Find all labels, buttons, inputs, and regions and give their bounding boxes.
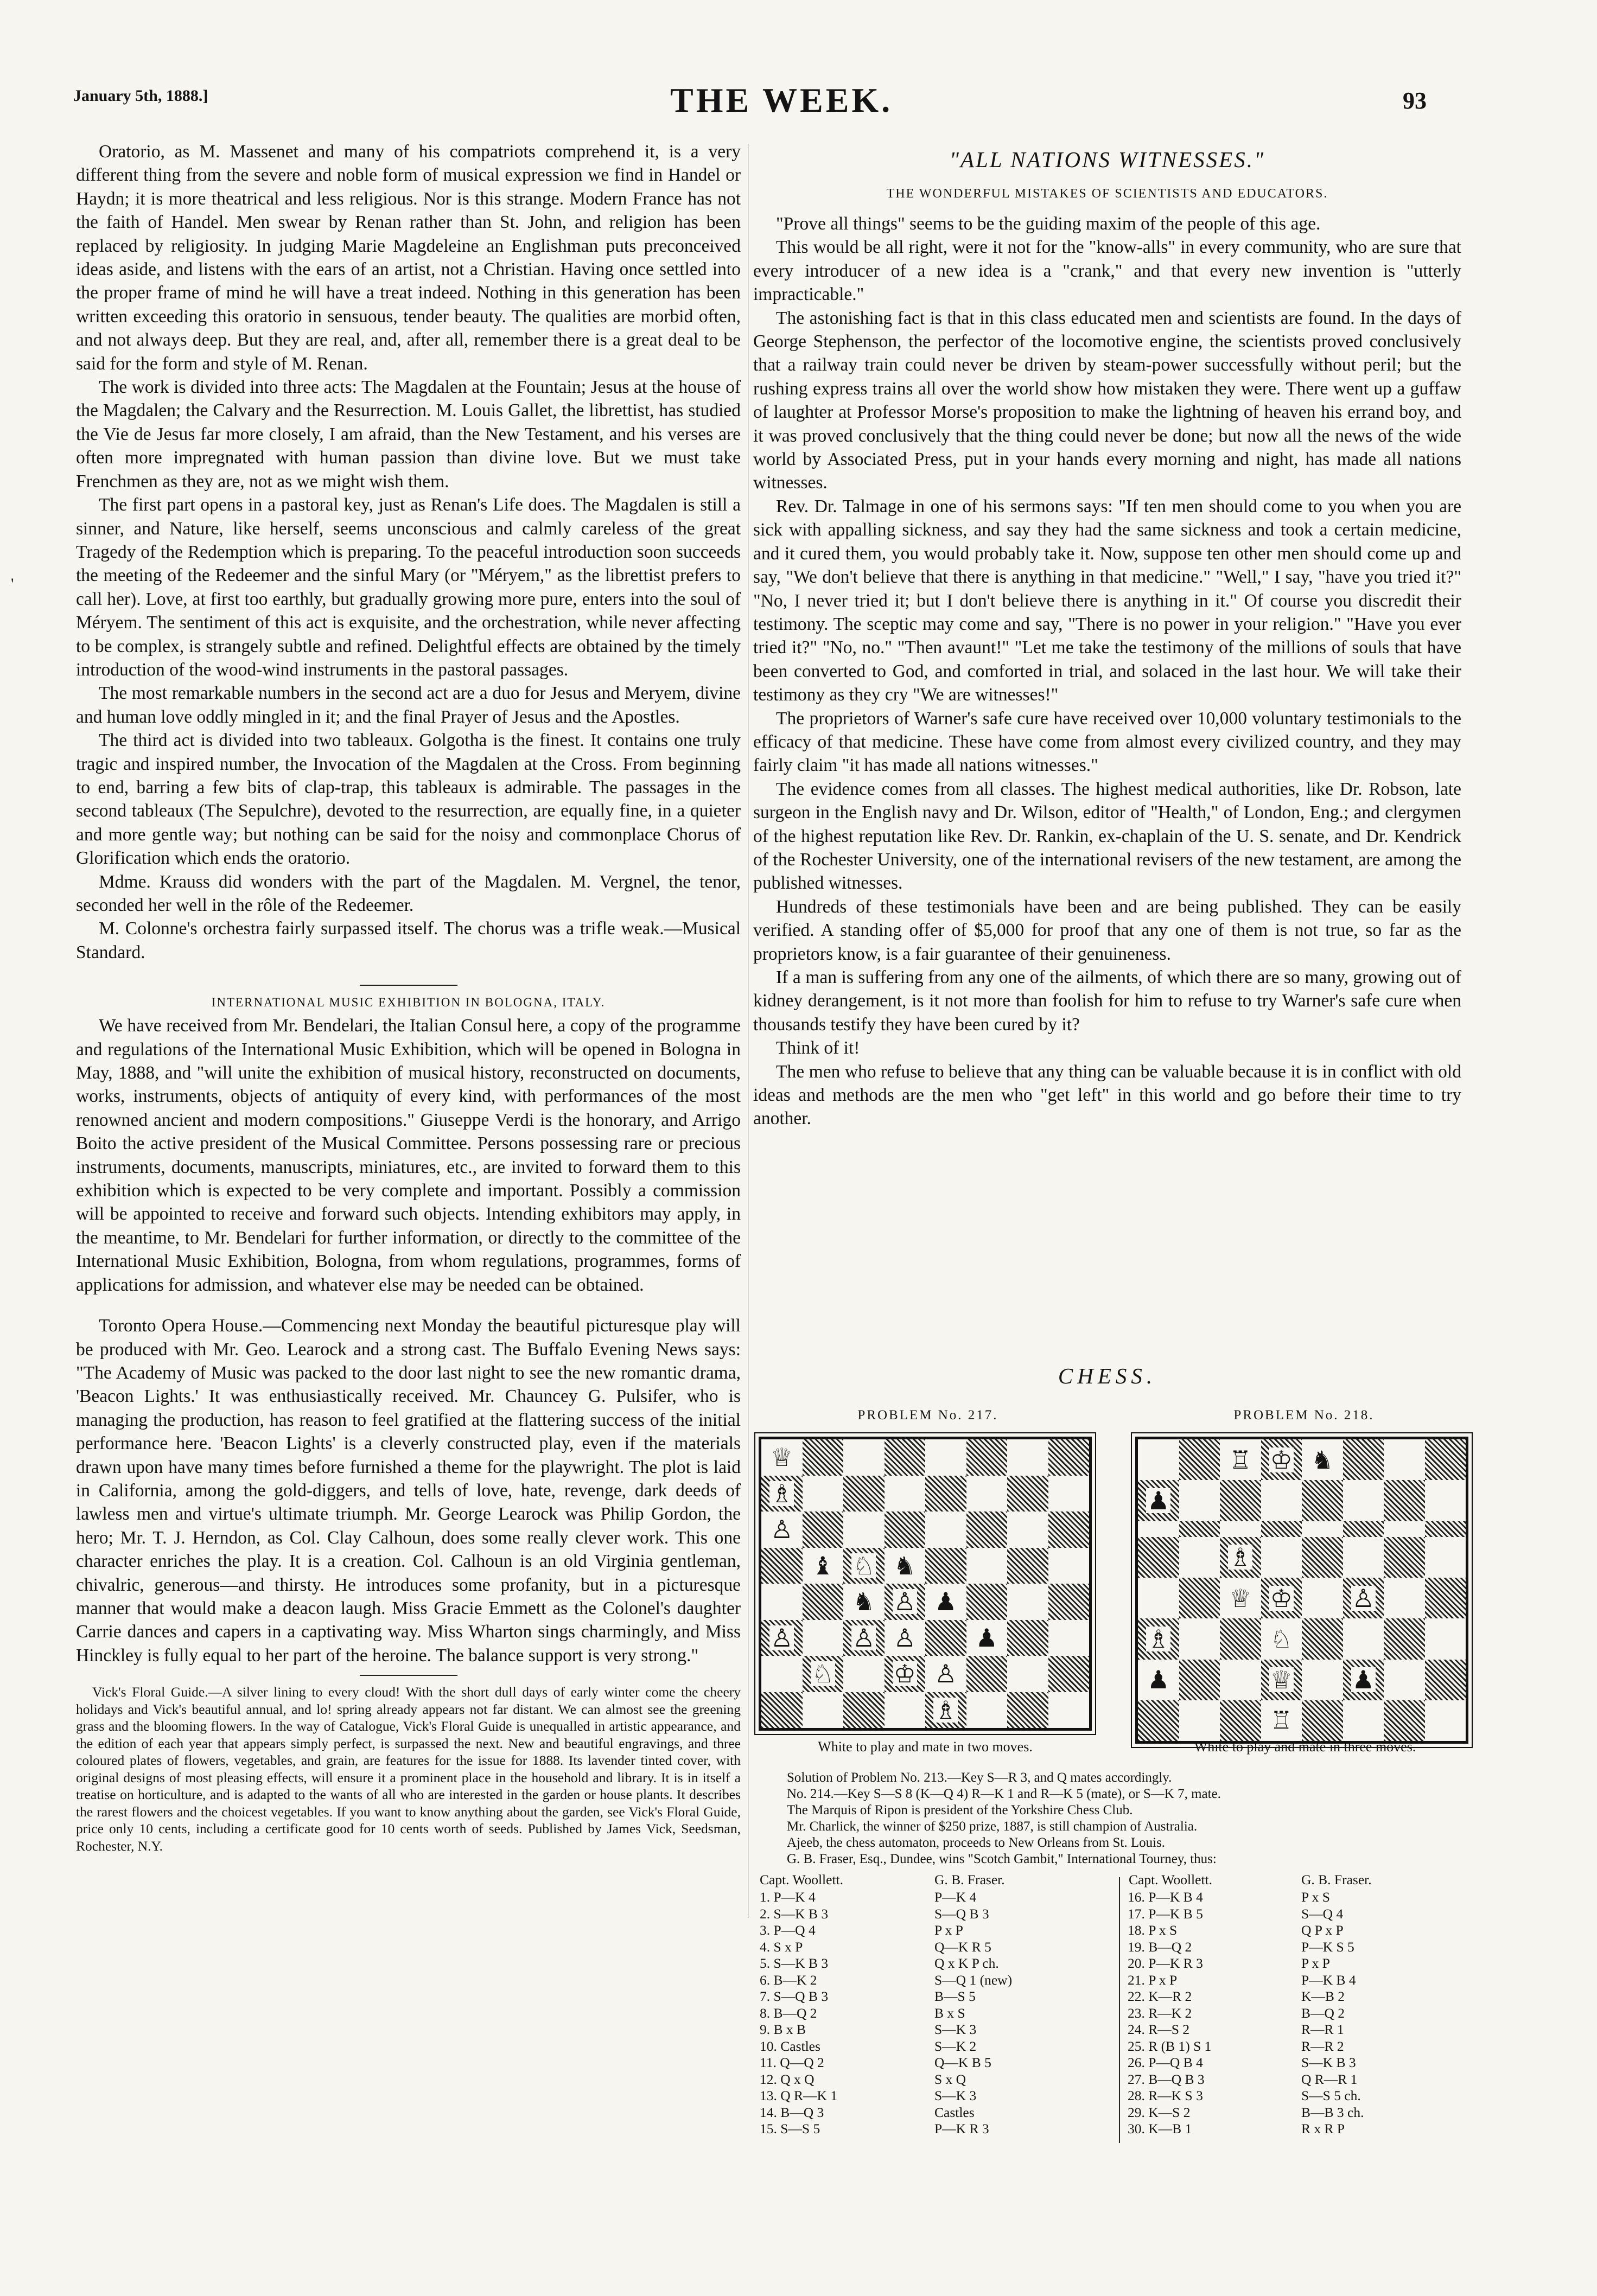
- board-square: [1220, 1439, 1261, 1480]
- vicks-floral-guide-notice: Vick's Floral Guide.—A silver lining to every cloud! With the short dull days of early winter come the cheery holidays and Vick's beautiful annual, and lo! spring already appears not far distant. We can almost see the greening grass and the blooming flowers. In the way of Catalogue, Vick's Floral Guide is unequalled in artistic appearance, and the edition of each year that appears simply perfect, is surpassed the next. New and beautiful engravings, and three coloured plates of flowers, vegetables, and grain, are features for the issue for 1888. Its lavender tinted cover, with original designs of most pleasing effects, will ensure it a prominent place in the household and library. It is in itself a treatise on horticulture, and is adapted to the wants of all who are interested in the garden or house plants. It describes the rarest flowers and the choicest vegetables. If you want to know anything about the garden, see Vick's Floral Guide, price only 10 cents, including a certificate good for 10 cents worth of seeds. Published by James Vick, Seedsman, Rochester, N.Y.: [76, 1684, 741, 1854]
- article-paragraph: Mdme. Krauss did wonders with the part of the Magdalen. M. Vergnel, the tenor, seconded her well in the rôle of the Redeemer.: [76, 871, 741, 915]
- board-square: [1302, 1578, 1343, 1618]
- chess-piece-icon: ♟: [934, 1587, 957, 1617]
- move-white: 2. S—K B 3: [760, 1905, 829, 1922]
- move-black: P—K 4: [934, 1889, 977, 1905]
- board-square: [1384, 1480, 1425, 1521]
- board-square: [1138, 1521, 1179, 1537]
- move-black: B—S 5: [934, 1988, 976, 2004]
- board-square: [1048, 1656, 1090, 1692]
- article-paragraph: The first part opens in a pastoral key, just as Renan's Life does. The Magdalen is still a sinner, and Nature, like herself, seems unconscious and calmly careless of the great Tragedy of the Redemption which is preparing. To the peaceful introduction soon succeeds the meeting of the Redeemer and the sinful Mary (or "Méryem," as the librettist prefers to call her). Love, at first too earthly, but gradually growing more pure, enters into the soul of Méryem. The sentiment of this act is exquisite, and the orchestration, while never affecting to be complex, is strangely subtle and refined. Delightful effects are obtained by the timely introduction of the wood-wind instruments in the pastoral passages.: [76, 495, 741, 680]
- board-square: [925, 1439, 966, 1476]
- advert-body: [753, 212, 1461, 1131]
- board-square: [1007, 1692, 1048, 1729]
- advert-paragraph: The astonishing fact is that in this class educated men and scientists are found. In the days of George Stephenson, the perfector of the locomotive engine, the scientists proved conclusively that a railway train could never be driven by steam-power successfully without peril; but the rushing express trains all over the world show how mistaken they were. There went up a guffaw of laughter at Professor Morse's proposition to make the lightning of heaven his errand boy, and it was proved conclusively that the thing could never be done; but now all the news of the wide world by Associated Press, put in your hands every morning and night, has made all nations witnesses.: [753, 308, 1461, 493]
- problem-217-caption: White to play and mate in two moves.: [818, 1739, 1033, 1755]
- move-white: 11. Q—Q 2: [760, 2055, 824, 2070]
- board-square: [925, 1511, 966, 1548]
- board-square: [761, 1620, 803, 1656]
- board-square: [761, 1692, 803, 1729]
- chess-piece-icon: ♞: [852, 1587, 875, 1617]
- chess-piece-icon: ♗: [1229, 1542, 1252, 1572]
- board-square: [843, 1476, 885, 1512]
- move-white: 13. Q R—K 1: [760, 2088, 838, 2103]
- board-square: [1343, 1439, 1384, 1480]
- board-square: [1425, 1537, 1466, 1578]
- article-paragraph: M. Colonne's orchestra fairly surpassed itself. The chorus was a trifle weak.—Musical Standard.: [76, 919, 741, 962]
- article-paragraph: We have received from Mr. Bendelari, the Italian Consul here, a copy of the programme and regulations of the International Music Exhibition, which will be opened in Bologna in May, 1888, and "will unite the exhibition of musical history, reconstructed on documents, works, instruments, objects of antiquity of every kind, with performances of the most renowned ancient and modern compositions." Giuseppe Verdi is the honorary, and Arrigo Boito the active president of the Musical Committee. Persons possessing rare or precious instruments, documents, manuscripts, miniatures, etc., are invited to forward them to this exhibition which is expected to be very complete and important. Possibly a commission will be appointed to receive and forward such objects. Intending exhibitors may apply, in the meantime, to Mr. Bendelari for further information, or directly to the committee of the International Music Exhibition, Bologna, from whom regulations, programmes, forms of applications for admission, and whatever else may be needed can be obtained.: [76, 1016, 741, 1295]
- chess-piece-icon: ♔: [1270, 1583, 1293, 1613]
- exhibition-heading: INTERNATIONAL MUSIC EXHIBITION IN BOLOGNA, ITALY.: [211, 996, 606, 1010]
- board-square: [1343, 1521, 1384, 1537]
- toronto-opera-article: [76, 1314, 741, 1667]
- move-white: 22. K—R 2: [1128, 1988, 1192, 2004]
- move-white: 8. B—Q 2: [760, 2005, 817, 2021]
- board-square: [761, 1548, 803, 1584]
- board-square: [966, 1548, 1008, 1584]
- board-square: [966, 1620, 1008, 1656]
- board-square: [1302, 1660, 1343, 1700]
- board-square: [1179, 1618, 1220, 1659]
- advert-paragraph: Think of it!: [776, 1038, 860, 1058]
- board-square: [1384, 1700, 1425, 1741]
- board-square: [1425, 1439, 1466, 1480]
- move-black: K—B 2: [1301, 1988, 1345, 2004]
- board-square: [803, 1620, 844, 1656]
- board-square: [1138, 1480, 1179, 1521]
- board-square: [966, 1656, 1008, 1692]
- move-black: Q—K R 5: [934, 1938, 991, 1955]
- chess-piece-icon: ♔: [1270, 1445, 1293, 1475]
- board-square: [1048, 1476, 1090, 1512]
- game-white-header-right: Capt. Woollett.: [1129, 1872, 1213, 1887]
- move-black: S—Q 4: [1301, 1905, 1344, 1922]
- chess-note: No. 214.—Key S—S 8 (K—Q 4) R—K 1 and R—K 5 (mate), or S—K 7, mate.: [787, 1787, 1221, 1801]
- chess-board-217: [759, 1437, 1092, 1731]
- board-square: [1220, 1521, 1261, 1537]
- board-square: [1179, 1660, 1220, 1700]
- board-square: [925, 1548, 966, 1584]
- advert-paragraph: "Prove all things" seems to be the guiding maxim of the people of this age.: [776, 214, 1321, 234]
- chess-piece-icon: ♕: [771, 1443, 793, 1472]
- board-square: [1007, 1476, 1048, 1512]
- board-square: [885, 1584, 926, 1620]
- board-square: [885, 1476, 926, 1512]
- board-square: [1343, 1537, 1384, 1578]
- board-square: [1138, 1578, 1179, 1618]
- move-black: R—R 1: [1301, 2021, 1344, 2037]
- chess-piece-icon: ♞: [1311, 1445, 1334, 1475]
- board-square: [1302, 1618, 1343, 1659]
- board-square: [1261, 1521, 1302, 1537]
- move-black: B—B 3 ch.: [1301, 2104, 1364, 2120]
- advert-paragraph: Hundreds of these testimonials have been and are being published. They can be easily verified. A standing offer of $5,000 for proof that any one of them is not true, so far as the proprietors know, is a fair guarantee of their genuineness.: [753, 896, 1461, 964]
- game-moves-black-1-15: [934, 1889, 1012, 2138]
- chess-piece-icon: ♟: [1352, 1665, 1375, 1695]
- board-square: [1343, 1700, 1384, 1741]
- move-black: B—Q 2: [1301, 2005, 1345, 2021]
- move-black: Q—K B 5: [934, 2055, 991, 2070]
- board-square: [803, 1439, 844, 1476]
- move-white: 16. P—K B 4: [1128, 1889, 1203, 1905]
- board-square: [1220, 1578, 1261, 1618]
- move-white: 20. P—K R 3: [1128, 1955, 1203, 1971]
- advert-paragraph: The evidence comes from all classes. The highest medical authorities, like Dr. Robson, late surgeon in the English navy and Dr. Wilson, editor of "Health," of London, Eng.; and clergymen of the highest reputation like Rev. Dr. Rankin, ex-chaplain of the U. S. senate, and Dr. Kendrick of the Rochester University, one of the international revisers of the new testament, are among the published witnesses.: [753, 779, 1461, 894]
- move-black: S—Q B 3: [934, 1905, 989, 1922]
- move-black: S—K 3: [934, 2021, 977, 2037]
- chess-piece-icon: ♙: [771, 1515, 793, 1545]
- board-square: [1138, 1660, 1179, 1700]
- board-square: [1007, 1656, 1048, 1692]
- game-moves-black-16-30: [1301, 1889, 1364, 2138]
- game-moves-white-16-30: [1128, 1889, 1211, 2138]
- board-square: [1179, 1578, 1220, 1618]
- move-white: 6. B—K 2: [760, 1972, 817, 1988]
- board-square: [1384, 1439, 1425, 1480]
- board-square: [1179, 1521, 1220, 1537]
- board-square: [843, 1511, 885, 1548]
- board-square: [1261, 1660, 1302, 1700]
- board-square: [1220, 1660, 1261, 1700]
- board-square: [925, 1620, 966, 1656]
- move-black: Castles: [934, 2104, 975, 2120]
- board-square: [1261, 1439, 1302, 1480]
- advert-title: "ALL NATIONS WITNESSES.": [949, 147, 1265, 172]
- game-white-header-left: Capt. Woollett.: [760, 1872, 844, 1887]
- move-white: 3. P—Q 4: [760, 1922, 816, 1938]
- chess-note: The Marquis of Ripon is president of the Yorkshire Chess Club.: [787, 1803, 1133, 1817]
- chess-piece-icon: ♔: [893, 1659, 916, 1689]
- move-black: S x Q: [934, 2071, 966, 2087]
- advert-paragraph: Rev. Dr. Talmage in one of his sermons says: "If ten men should come to you when you are sick with appalling sickness, and say they had the same sickness and took a certain medicine, and it cured them, you would probably take it. Now, suppose ten other men should come up and say, "We don't believe that there is anything in that medicine." "Well," I say, "have you tried it?" "No, I never tried it; but I don't believe there is anything in it." Of course you discredit their testimony. The sceptic may come and say, "There is no power in your religion." "Have you ever tried it?" "No, no." "Then avaunt!" "Let me take the testimony of the millions of souls that have been converted to God, and comforted in trial, and solaced in the last hour. We will take their testimony as they cry "We are witnesses!": [753, 496, 1461, 705]
- chess-piece-icon: ♟: [975, 1623, 998, 1653]
- board-square: [1425, 1660, 1466, 1700]
- chess-board-218: [1135, 1437, 1468, 1744]
- board-square: [1343, 1480, 1384, 1521]
- board-square: [885, 1511, 926, 1548]
- left-column: [76, 140, 741, 1854]
- board-square: [1007, 1620, 1048, 1656]
- game-black-header-right: G. B. Fraser.: [1301, 1872, 1372, 1887]
- board-square: [1384, 1578, 1425, 1618]
- board-square: [1007, 1439, 1048, 1476]
- article-paragraph: The work is divided into three acts: The Magdalen at the Fountain; Jesus at the house of the Magdalen; the Calvary and the Resurrection. M. Louis Gallet, the librettist, has studied the Vie de Jesus far more closely, I am afraid, than the New Testament, and his verses are often more impregnated with human passion than divine love. But we must take Frenchmen as they are, not as we might wish them.: [76, 377, 741, 492]
- chess-note: Solution of Problem No. 213.—Key S—R 3, and Q mates accordingly.: [787, 1770, 1172, 1785]
- board-square: [803, 1656, 844, 1692]
- issue-date: January 5th, 1888.]: [73, 87, 208, 105]
- board-square: [966, 1439, 1008, 1476]
- board-square: [925, 1584, 966, 1620]
- move-black: S—K B 3: [1301, 2055, 1356, 2070]
- board-square: [1048, 1439, 1090, 1476]
- board-square: [1343, 1618, 1384, 1659]
- chess-piece-icon: ♘: [852, 1551, 875, 1580]
- chess-piece-icon: ♕: [1270, 1665, 1293, 1695]
- board-square: [1179, 1439, 1220, 1480]
- move-white: 12. Q x Q: [760, 2071, 815, 2087]
- board-square: [1302, 1439, 1343, 1480]
- board-square: [1261, 1578, 1302, 1618]
- right-column: [753, 146, 1461, 1131]
- chess-piece-icon: ♟: [1147, 1665, 1170, 1695]
- move-white: 15. S—S 5: [760, 2121, 820, 2136]
- move-white: 24. R—S 2: [1128, 2021, 1190, 2037]
- board-square: [1048, 1584, 1090, 1620]
- move-black: S—K 2: [934, 2038, 977, 2054]
- chess-piece-icon: ♖: [1229, 1445, 1252, 1475]
- move-white: 21. P x P: [1128, 1972, 1178, 1988]
- chess-piece-icon: ♗: [1147, 1624, 1170, 1654]
- advert-paragraph: If a man is suffering from any one of the ailments, of which there are so many, growing out of kidney derangement, is it not more than foolish for him to refuse to try Warner's safe cure when thousands testify they have been cured by it?: [753, 967, 1461, 1035]
- board-square: [1261, 1480, 1302, 1521]
- board-square: [885, 1692, 926, 1729]
- move-white: 14. B—Q 3: [760, 2104, 824, 2120]
- board-square: [966, 1692, 1008, 1729]
- board-square: [1138, 1618, 1179, 1659]
- move-white: 1. P—K 4: [760, 1889, 816, 1905]
- chess-piece-icon: ♙: [771, 1623, 793, 1653]
- chess-piece-icon: ♖: [1270, 1706, 1293, 1736]
- board-square: [1007, 1548, 1048, 1584]
- board-square: [1179, 1700, 1220, 1741]
- chess-piece-icon: ♙: [934, 1659, 957, 1689]
- exhibition-article: [76, 1014, 741, 1297]
- board-square: [1384, 1537, 1425, 1578]
- move-black: P x P: [934, 1922, 963, 1938]
- board-square: [1425, 1700, 1466, 1741]
- move-white: 9. B x B: [760, 2021, 806, 2037]
- move-black: P—K S 5: [1301, 1938, 1354, 1955]
- move-black: R x R P: [1301, 2121, 1345, 2136]
- board-square: [1220, 1700, 1261, 1741]
- chess-notes: [771, 1770, 1465, 1867]
- masthead-title: THE WEEK.: [670, 81, 893, 119]
- board-square: [843, 1548, 885, 1584]
- board-square: [803, 1692, 844, 1729]
- board-square: [1007, 1584, 1048, 1620]
- game-black-header-left: G. B. Fraser.: [934, 1872, 1005, 1887]
- chess-piece-icon: ♕: [1229, 1583, 1252, 1613]
- chess-piece-icon: ♟: [1147, 1485, 1170, 1515]
- board-square: [1384, 1660, 1425, 1700]
- board-square: [803, 1548, 844, 1584]
- board-square: [1048, 1620, 1090, 1656]
- board-square: [1302, 1521, 1343, 1537]
- move-white: 27. B—Q B 3: [1128, 2071, 1205, 2087]
- board-square: [843, 1584, 885, 1620]
- board-square: [1343, 1660, 1384, 1700]
- move-white: 17. P—K B 5: [1128, 1905, 1203, 1922]
- move-black: S—S 5 ch.: [1301, 2088, 1361, 2103]
- board-square: [1302, 1700, 1343, 1741]
- page-number: 93: [1403, 87, 1427, 114]
- board-square: [1425, 1578, 1466, 1618]
- board-square: [1384, 1618, 1425, 1659]
- advert-paragraph: The proprietors of Warner's safe cure have received over 10,000 voluntary testimonials to the efficacy of that medicine. These have come from almost every civilized country, and they may fairly claim "it has made all nations witnesses.": [753, 708, 1461, 776]
- move-black: R—R 2: [1301, 2038, 1344, 2054]
- chess-piece-icon: ♙: [893, 1587, 916, 1617]
- move-white: 4. S x P: [760, 1938, 803, 1955]
- chess-piece-icon: ♘: [811, 1659, 834, 1689]
- chess-piece-icon: ♗: [771, 1478, 793, 1508]
- problem-217-label: PROBLEM No. 217.: [857, 1408, 998, 1423]
- chess-title: CHESS.: [1058, 1363, 1157, 1388]
- article-paragraph: Oratorio, as M. Massenet and many of his compatriots comprehend it, is a very different thing from the severe and noble form of musical expression we find in Handel or Haydn; it is more theatrical and less religious. Nor is this strange. Modern France has not the faith of Handel. Men swear by Renan rather than St. John, and religion has been replaced by religiosity. In judging Marie Magdeleine an Englishman puts preconceived ideas aside, and listens with the ears of an artist, not a Christian. Having once settled into the proper frame of mind he will have a treat indeed. Nothing in this generation has been written exceeding this oratorio in sensuous, tender beauty. The qualities are morbid often, and not always deep. But they are real, and, after all, remember there is a great deal to be said for the form and style of M. Renan.: [76, 142, 741, 374]
- chess-piece-icon: ♝: [811, 1551, 834, 1580]
- board-square: [885, 1439, 926, 1476]
- board-square: [1261, 1618, 1302, 1659]
- board-square: [843, 1439, 885, 1476]
- board-square: [925, 1656, 966, 1692]
- board-square: [1138, 1439, 1179, 1480]
- board-square: [1220, 1480, 1261, 1521]
- board-square: [1048, 1511, 1090, 1548]
- board-square: [761, 1656, 803, 1692]
- board-square: [1384, 1521, 1425, 1537]
- board-square: [761, 1511, 803, 1548]
- board-square: [1425, 1618, 1466, 1659]
- board-square: [843, 1692, 885, 1729]
- board-square: [1261, 1537, 1302, 1578]
- move-white: 18. P x S: [1128, 1922, 1178, 1938]
- move-white: 7. S—Q B 3: [760, 1988, 829, 2004]
- move-black: S—Q 1 (new): [934, 1972, 1013, 1988]
- board-square: [966, 1584, 1008, 1620]
- board-square: [803, 1584, 844, 1620]
- move-white: 30. K—B 1: [1128, 2121, 1192, 2136]
- board-square: [1048, 1548, 1090, 1584]
- chess-piece-icon: ♞: [893, 1551, 916, 1580]
- move-white: 5. S—K B 3: [760, 1955, 829, 1971]
- oratorio-article: [76, 140, 741, 964]
- move-black: P x P: [1301, 1955, 1330, 1971]
- board-square: [925, 1476, 966, 1512]
- move-white: 28. R—K S 3: [1128, 2088, 1203, 2103]
- chess-piece-icon: ♙: [852, 1623, 875, 1653]
- move-black: Q R—R 1: [1301, 2071, 1358, 2087]
- move-white: 23. R—K 2: [1128, 2005, 1192, 2021]
- board-square: [803, 1511, 844, 1548]
- board-square: [843, 1620, 885, 1656]
- board-square: [1138, 1700, 1179, 1741]
- advert-paragraph: The men who refuse to believe that any thing can be valuable because it is in conflict with old ideas and methods are the men who "get left" in this world and go before their time to try another.: [753, 1061, 1461, 1129]
- board-square: [885, 1656, 926, 1692]
- chess-piece-icon: ♙: [893, 1623, 916, 1653]
- game-moves-white-1-15: [760, 1889, 837, 2138]
- board-square: [1138, 1537, 1179, 1578]
- move-white: 29. K—S 2: [1128, 2104, 1191, 2120]
- chess-piece-icon: ♗: [934, 1695, 957, 1725]
- board-square: [1048, 1692, 1090, 1729]
- chess-note: G. B. Fraser, Esq., Dundee, wins "Scotch Gambit," International Tourney, thus:: [787, 1852, 1217, 1866]
- chess-piece-icon: ♙: [1352, 1583, 1375, 1613]
- board-square: [1302, 1480, 1343, 1521]
- board-square: [761, 1476, 803, 1512]
- game-column-divider: [1119, 1877, 1120, 2143]
- move-black: P—K R 3: [934, 2121, 989, 2136]
- board-square: [761, 1584, 803, 1620]
- board-square: [1343, 1578, 1384, 1618]
- move-black: Q x K P ch.: [934, 1955, 999, 1971]
- margin-mark: ': [11, 575, 14, 593]
- article-paragraph: Toronto Opera House.—Commencing next Monday the beautiful picturesque play will be produced with Mr. Geo. Learock and a strong cast. The Buffalo Evening News says: "The Academy of Music was packed to the door last night to see the new romantic drama, 'Beacon Lights.' It was enthusiastically received. Mr. Chauncey G. Pulsifer, who is managing the production, has reason to feel gratified at the flattering success of the initial performance here. 'Beacon Lights' is a cleverly constructed play, even if the materials drawn upon have many times before furnished a theme for the playwright. The plot is laid in California, among the gold-diggers, and tells of love, hate, revenge, dark deeds of lawless men and virtue's ultimate triumph. Mr. George Learock was Philip Gordon, the hero; Mr. T. J. Herndon, as Col. Clay Calhoun, does some really clever work. This one character enriches the play. It is a creation. Col. Calhoun is an old Virginia gentleman, chivalric, generous—and thirsty. He introduces some profanity, but in a picturesque manner that would make a deacon laugh. Miss Gracie Emmett as the Colonel's daughter Carrie dances and capers in a captivating way. Miss Wharton sings charmingly, and Miss Hinckley is fully equal to her part of the heroine. The balance support is very strong.": [76, 1316, 741, 1666]
- board-square: [803, 1476, 844, 1512]
- board-square: [1425, 1480, 1466, 1521]
- move-black: P—K B 4: [1301, 1972, 1356, 1988]
- move-white: 25. R (B 1) S 1: [1128, 2038, 1212, 2054]
- board-square: [1179, 1537, 1220, 1578]
- board-square: [966, 1511, 1008, 1548]
- chess-note: Mr. Charlick, the winner of $250 prize, 1887, is still champion of Australia.: [787, 1819, 1198, 1834]
- board-square: [1220, 1618, 1261, 1659]
- move-black: P x S: [1301, 1889, 1330, 1905]
- move-white: 26. P—Q B 4: [1128, 2055, 1203, 2070]
- advert-paragraph: This would be all right, were it not for the "know-alls" in every community, who are sure that every introducer of a new idea is a "crank," and that every new invention is "utterly impracticable.": [753, 237, 1461, 305]
- move-white: 10. Castles: [760, 2038, 820, 2054]
- problem-218-label: PROBLEM No. 218.: [1233, 1408, 1375, 1423]
- article-paragraph: The most remarkable numbers in the second act are a duo for Jesus and Meryem, divine and human love oddly mingled in it; and the final Prayer of Jesus and the Apostles.: [76, 683, 741, 727]
- article-paragraph: The third act is divided into two tableaux. Golgotha is the finest. It contains one truly tragic and inspired number, the Invocation of the Magdalen at the Cross. From beginning to end, barring a few bits of clap-trap, this tableaux is admirable. The passages in the second tableaux (The Sepulchre), devoted to the resurrection, are equally fine, in a quieter and more gentle way; but nothing can be said for the noisy and commonplace Chorus of Glorification which ends the oratorio.: [76, 730, 741, 869]
- board-square: [1302, 1537, 1343, 1578]
- chess-piece-icon: ♘: [1270, 1624, 1293, 1654]
- board-square: [925, 1692, 966, 1729]
- board-square: [885, 1548, 926, 1584]
- board-square: [843, 1656, 885, 1692]
- board-square: [885, 1620, 926, 1656]
- move-black: B x S: [934, 2005, 965, 2021]
- board-square: [1007, 1511, 1048, 1548]
- board-square: [1425, 1521, 1466, 1537]
- move-white: 19. B—Q 2: [1128, 1938, 1192, 1955]
- move-black: Q P x P: [1301, 1922, 1344, 1938]
- board-square: [1179, 1480, 1220, 1521]
- chess-note: Ajeeb, the chess automaton, proceeds to New Orleans from St. Louis.: [787, 1835, 1166, 1850]
- board-square: [1220, 1537, 1261, 1578]
- problem-218-caption: White to play and mate in three moves.: [1194, 1739, 1416, 1755]
- advert-subtitle: THE WONDERFUL MISTAKES OF SCIENTISTS AND EDUCATORS.: [886, 187, 1328, 201]
- move-black: S—K 3: [934, 2088, 977, 2103]
- board-square: [966, 1476, 1008, 1512]
- board-square: [1261, 1700, 1302, 1741]
- board-square: [761, 1439, 803, 1476]
